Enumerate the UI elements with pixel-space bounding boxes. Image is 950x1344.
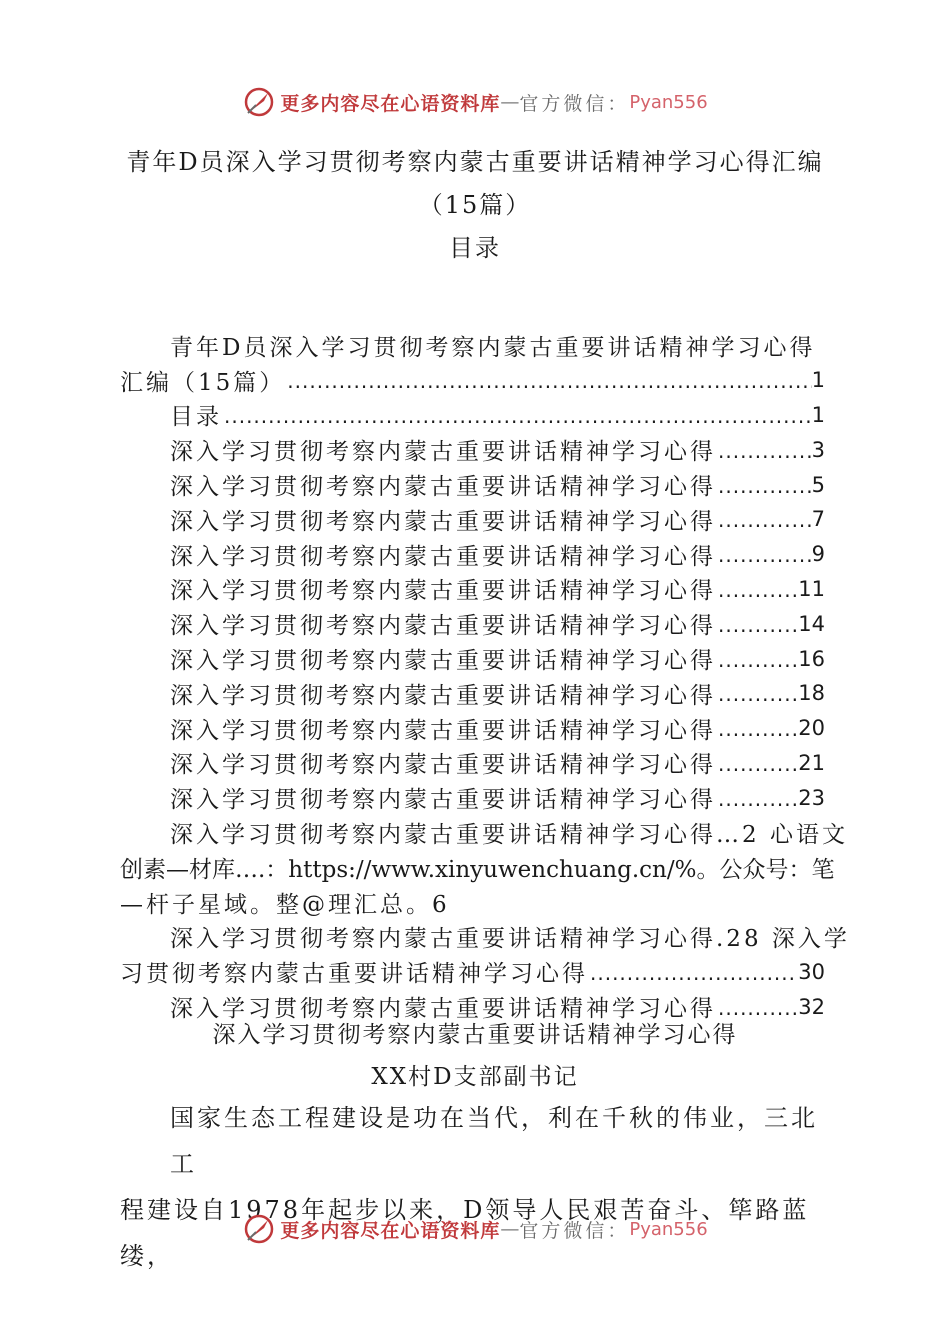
toc-text: 深入学习贯彻考察内蒙古重要讲话精神学习心得 <box>170 543 716 570</box>
toc-page-number: 1 <box>811 402 825 427</box>
toc-page-number: 1 <box>811 368 825 393</box>
toc-leader-dots <box>285 365 811 395</box>
toc-row[interactable] <box>120 920 850 955</box>
article-title: 深入学习贯彻考察内蒙古重要讲话精神学习心得 <box>212 1022 738 1048</box>
banner-wechat-id: Pyan556 <box>629 91 708 113</box>
header-watermark-banner <box>0 82 950 122</box>
banner-wechat-id: Pyan556 <box>629 1218 708 1240</box>
toc-row[interactable] <box>120 641 825 676</box>
toc-row[interactable] <box>120 363 825 398</box>
toc-heading: 目录 <box>449 234 501 262</box>
toc-text: 深入学习贯彻考察内蒙古重要讲话精神学习心得 <box>170 648 716 675</box>
toc-row[interactable] <box>120 746 825 781</box>
toc-leader-dots <box>716 539 812 569</box>
toc-leader-dots <box>222 400 812 430</box>
toc-row[interactable] <box>120 989 825 1024</box>
toc-leader-dots <box>716 470 812 500</box>
toc-page-number: 32 <box>798 994 825 1019</box>
toc-page-number: 23 <box>798 785 825 810</box>
toc-page-number: 21 <box>798 750 825 775</box>
toc-leader-dots <box>716 783 798 813</box>
toc-page-number: 20 <box>798 716 825 741</box>
toc-text: 目录 <box>170 404 222 431</box>
toc-leader-dots <box>716 644 798 674</box>
document-title: 青年D员深入学习贯彻考察内蒙古重要讲话精神学习心得汇编 <box>126 148 824 176</box>
footer-watermark-banner <box>0 1209 950 1249</box>
quill-logo-icon <box>242 85 276 119</box>
toc-row[interactable] <box>120 328 825 363</box>
toc-page-number: 30 <box>798 959 825 984</box>
toc-text: 深入学习贯彻考察内蒙古重要讲话精神学习心得 <box>170 752 716 779</box>
toc-leader-dots <box>716 992 798 1022</box>
toc-leader-dots <box>716 713 798 743</box>
toc-text: 创素—材库….：https://www.xinyuwenchuang.cn/%。公众号：笔 <box>120 856 835 883</box>
quill-logo-icon <box>242 1212 276 1246</box>
toc-text: 深入学习贯彻考察内蒙古重要讲话精神学习心得 <box>170 508 716 535</box>
toc-row[interactable] <box>120 850 835 885</box>
toc-row[interactable] <box>120 572 825 607</box>
banner-dash: — <box>500 1218 520 1240</box>
toc-text: 深入学习贯彻考察内蒙古重要讲话精神学习心得 <box>170 717 716 744</box>
article-author: XX村D支部副书记 <box>371 1064 579 1090</box>
banner-slogan: 更多内容尽在心语资料库 <box>280 92 501 115</box>
toc-page-number: 16 <box>798 646 825 671</box>
toc-page-number: 3 <box>811 437 825 462</box>
toc-row[interactable] <box>120 780 825 815</box>
toc-leader-dots <box>716 609 798 639</box>
toc-leader-dots <box>716 678 798 708</box>
toc-text: 深入学习贯彻考察内蒙古重要讲话精神学习心得 <box>170 682 716 709</box>
toc-leader-dots <box>716 748 798 778</box>
paragraph-line: 程建设自1978年起步以来，D领导人民艰苦奋斗、筚路蓝缕， <box>120 1196 810 1270</box>
toc-page-number: 5 <box>811 472 825 497</box>
toc-page-number: 14 <box>798 611 825 636</box>
toc-row[interactable] <box>120 954 825 989</box>
toc-text: 青年D员深入学习贯彻考察内蒙古重要讲话精神学习心得 <box>170 334 816 361</box>
toc-page-number: 9 <box>811 542 825 567</box>
toc-leader-dots <box>716 574 798 604</box>
toc-text: 深入学习贯彻考察内蒙古重要讲话精神学习心得.28 深入学 <box>170 926 850 953</box>
article-paragraph <box>120 1095 825 1279</box>
toc-text: 深入学习贯彻考察内蒙古重要讲话精神学习心得…2 心语文 <box>170 822 848 849</box>
toc-row[interactable] <box>120 606 825 641</box>
toc-row[interactable] <box>120 502 825 537</box>
toc-page-number: 7 <box>811 507 825 532</box>
toc-text: 深入学习贯彻考察内蒙古重要讲话精神学习心得 <box>170 613 716 640</box>
toc-row[interactable] <box>120 467 825 502</box>
banner-slogan: 更多内容尽在心语资料库 <box>280 1219 501 1242</box>
toc-row[interactable] <box>120 885 825 920</box>
paragraph-line: 国家生态工程建设是功在当代，利在千秋的伟业，三北工 <box>170 1104 818 1178</box>
toc-row[interactable] <box>120 711 825 746</box>
banner-dash: — <box>500 91 520 113</box>
toc-text: 深入学习贯彻考察内蒙古重要讲话精神学习心得 <box>170 787 716 814</box>
toc-text: 汇编（15篇） <box>120 369 286 396</box>
toc-row[interactable] <box>120 432 825 467</box>
toc-leader-dots <box>588 957 798 987</box>
document-subtitle: （15篇） <box>418 191 532 219</box>
banner-label: 官方微信： <box>519 1219 630 1242</box>
toc-row[interactable] <box>120 676 825 711</box>
toc-text: 习贯彻考察内蒙古重要讲话精神学习心得 <box>120 961 588 988</box>
toc-leader-dots <box>716 435 812 465</box>
toc-page-number: 11 <box>798 576 825 601</box>
toc-text: —杆子星域。整@理汇总。6 <box>120 891 450 918</box>
toc-row[interactable] <box>120 398 825 433</box>
toc-text: 深入学习贯彻考察内蒙古重要讲话精神学习心得 <box>170 996 716 1023</box>
toc-page-number: 18 <box>798 681 825 706</box>
toc-row[interactable] <box>120 537 825 572</box>
table-of-contents <box>120 328 850 1024</box>
toc-row[interactable] <box>120 815 848 850</box>
toc-text: 深入学习贯彻考察内蒙古重要讲话精神学习心得 <box>170 439 716 466</box>
banner-label: 官方微信： <box>519 92 630 115</box>
toc-leader-dots <box>716 504 812 534</box>
toc-text: 深入学习贯彻考察内蒙古重要讲话精神学习心得 <box>170 578 716 605</box>
toc-text: 深入学习贯彻考察内蒙古重要讲话精神学习心得 <box>170 474 716 501</box>
